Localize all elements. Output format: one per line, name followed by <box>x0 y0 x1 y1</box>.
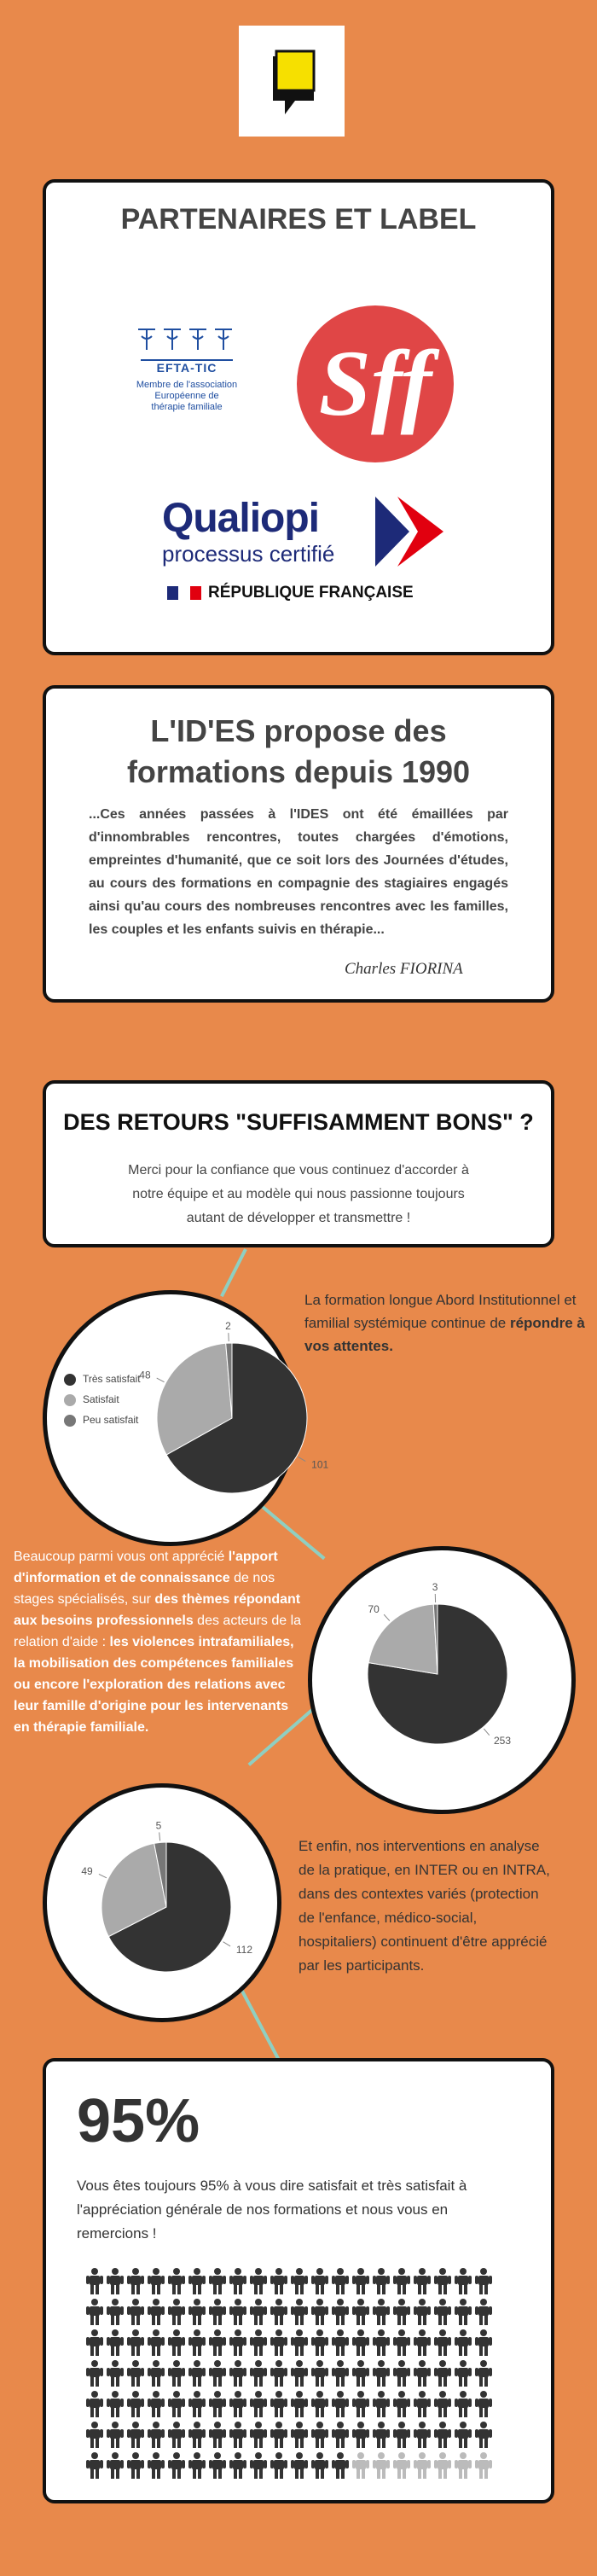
person-icon-filled <box>248 2358 269 2389</box>
republique-label: RÉPUBLIQUE FRANÇAISE <box>208 584 414 602</box>
pie-leader-line <box>99 1874 107 1877</box>
person-icon-filled <box>166 2420 187 2451</box>
formations-card <box>43 685 554 1003</box>
pie-leader-line <box>384 1614 390 1620</box>
pie-leader-line <box>157 1378 165 1382</box>
legend-item: Peu satisfait <box>64 1414 141 1427</box>
person-icon-filled <box>125 2420 146 2451</box>
person-icon-filled <box>351 2297 371 2328</box>
person-icon-filled <box>125 2297 146 2328</box>
person-icon-empty <box>473 2451 494 2481</box>
pie-chart-2 <box>312 1550 571 1810</box>
text-stages: Beaucoup parmi vous ont apprécié l'apport d'information et de connaissance de nos stages spécialisés, sur des thèmes répondant aux besoins professionnels des acteurs de la relation d'aide : les violences intrafamiliales, la mobilisation des compétences familiales ou encore l'exploration des relations avec leur famille d'origine pour les intervenants en thérapie familiale. <box>14 1550 302 1735</box>
person-icon-filled <box>105 2328 125 2358</box>
person-icon-filled <box>371 2420 391 2451</box>
formations-quote: ...Ces années passées à l'IDES ont été émaillées par d'innombrables rencontres, toutes chargées d'émotions, empreintes d'humanité, que ce soit lors des Journées d'études, au cours des formations en compagnie des stagiaires engagés ainsi qu'au cours des nombreuses rencontres avec les familles, les couples et les enfants suivis en thérapie... <box>89 807 508 937</box>
person-icon-filled <box>228 2297 248 2328</box>
pie-value-label: 49 <box>81 1864 93 1877</box>
person-icon-filled <box>248 2328 269 2358</box>
person-icon-filled <box>84 2297 105 2328</box>
efta-name: EFTA-TIC <box>141 359 233 375</box>
person-icon-filled <box>228 2451 248 2481</box>
person-icon-filled <box>391 2389 412 2420</box>
person-icon-filled <box>269 2420 289 2451</box>
person-icon-filled <box>166 2297 187 2328</box>
retours-card <box>43 1080 554 1247</box>
person-icon-filled <box>187 2297 207 2328</box>
person-icon-filled <box>146 2297 166 2328</box>
person-icon-filled <box>432 2328 453 2358</box>
partners-card <box>43 179 554 655</box>
person-icon-filled <box>351 2389 371 2420</box>
person-icon-filled <box>412 2389 432 2420</box>
chart-circle-1 <box>43 1290 329 1546</box>
person-icon-filled <box>269 2389 289 2420</box>
person-icon-filled <box>412 2266 432 2297</box>
person-icon-filled <box>269 2358 289 2389</box>
person-icon-filled <box>330 2266 351 2297</box>
person-icon-filled <box>371 2389 391 2420</box>
pie-chart-3 <box>47 1788 277 2018</box>
pie-value-label: 253 <box>493 1734 512 1747</box>
person-icon-filled <box>330 2328 351 2358</box>
person-icon-filled <box>248 2266 269 2297</box>
person-icon-filled <box>330 2358 351 2389</box>
person-icon-filled <box>391 2420 412 2451</box>
pie-chart-1 <box>47 1294 329 1542</box>
pie-value-label: 5 <box>155 1819 162 1832</box>
person-icon-filled <box>289 2451 310 2481</box>
summary-card <box>43 2058 554 2503</box>
person-icon-filled <box>310 2266 330 2297</box>
pie-leader-line <box>223 1942 231 1946</box>
person-icon-filled <box>330 2451 351 2481</box>
person-icon-filled <box>412 2328 432 2358</box>
person-icon-filled <box>248 2420 269 2451</box>
person-icon-filled <box>146 2420 166 2451</box>
chart-circle-2 <box>308 1546 576 1814</box>
person-icon-filled <box>432 2420 453 2451</box>
person-icon-filled <box>289 2420 310 2451</box>
pie-value-label: 3 <box>432 1581 438 1594</box>
person-icon-filled <box>84 2358 105 2389</box>
person-icon-filled <box>412 2358 432 2389</box>
person-icon-filled <box>269 2328 289 2358</box>
person-icon-filled <box>207 2328 228 2358</box>
person-icon-filled <box>187 2420 207 2451</box>
person-icon-filled <box>453 2266 473 2297</box>
sftf-logo-text: Sff <box>318 331 432 435</box>
person-icon-filled <box>432 2358 453 2389</box>
person-icon-filled <box>371 2297 391 2328</box>
summary-text: Vous êtes toujours 95% à vous dire satisfait et très satisfait à l'appréciation générale de nos formations et nous vous en remercions ! <box>77 2178 467 2242</box>
person-icon-filled <box>207 2451 228 2481</box>
person-icon-filled <box>248 2451 269 2481</box>
person-icon-filled <box>84 2389 105 2420</box>
person-icon-filled <box>310 2389 330 2420</box>
person-icon-filled <box>473 2420 494 2451</box>
person-icon-filled <box>187 2451 207 2481</box>
person-icon-filled <box>453 2358 473 2389</box>
pie-leader-line <box>298 1457 306 1462</box>
percent-figure: 95% <box>77 2087 200 2155</box>
person-icon-filled <box>310 2358 330 2389</box>
person-icon-filled <box>187 2389 207 2420</box>
efta-figures-icon <box>131 326 242 355</box>
person-icon-filled <box>391 2266 412 2297</box>
person-icon-filled <box>432 2297 453 2328</box>
person-icon-filled <box>310 2328 330 2358</box>
person-icon-filled <box>125 2451 146 2481</box>
person-icon-filled <box>105 2420 125 2451</box>
person-icon-filled <box>473 2328 494 2358</box>
person-icon-filled <box>105 2389 125 2420</box>
person-icon-filled <box>432 2266 453 2297</box>
person-icon-filled <box>351 2420 371 2451</box>
person-icon-filled <box>146 2266 166 2297</box>
text-analyse-pratique: Et enfin, nos interventions en analyse de la pratique, en INTER ou en INTRA, dans des contextes variés (protection de l'enfance, médico-social, hospitaliers) continuent d'être apprécié par les participants. <box>298 1838 550 1974</box>
person-icon-filled <box>248 2389 269 2420</box>
person-icon-filled <box>166 2328 187 2358</box>
person-icon-filled <box>228 2420 248 2451</box>
person-icon-filled <box>351 2358 371 2389</box>
person-icon-empty <box>453 2451 473 2481</box>
person-icon-filled <box>310 2297 330 2328</box>
person-icon-filled <box>146 2328 166 2358</box>
pie-leader-line <box>159 1832 160 1840</box>
person-icon-filled <box>207 2389 228 2420</box>
person-icon-filled <box>310 2451 330 2481</box>
pie-value-label: 48 <box>139 1369 151 1381</box>
person-icon-filled <box>187 2328 207 2358</box>
efta-caption: Membre de l'association Européenne de thérapie familiale <box>136 380 238 412</box>
pie-value-label: 2 <box>225 1320 231 1333</box>
person-icon-filled <box>453 2297 473 2328</box>
person-icon-filled <box>310 2420 330 2451</box>
person-icon-filled <box>289 2266 310 2297</box>
person-icon-filled <box>371 2358 391 2389</box>
person-icon-filled <box>187 2358 207 2389</box>
sftf-logo[interactable] <box>295 304 455 468</box>
person-icon-filled <box>228 2358 248 2389</box>
person-icon-filled <box>125 2389 146 2420</box>
qualiopi-arrow-icon <box>375 497 443 567</box>
person-icon-filled <box>146 2358 166 2389</box>
person-icon-filled <box>125 2358 146 2389</box>
person-icon-filled <box>146 2451 166 2481</box>
person-icon-filled <box>391 2328 412 2358</box>
person-icon-filled <box>207 2266 228 2297</box>
person-icon-empty <box>412 2451 432 2481</box>
person-icon-filled <box>105 2358 125 2389</box>
person-icon-filled <box>289 2358 310 2389</box>
french-flag-icon <box>167 586 201 600</box>
pie-value-label: 70 <box>368 1603 380 1616</box>
qualiopi-logo[interactable] <box>162 497 443 602</box>
person-icon-empty <box>371 2451 391 2481</box>
person-icon-filled <box>432 2389 453 2420</box>
person-icon-empty <box>432 2451 453 2481</box>
qualiopi-subtitle: processus certifié <box>162 541 335 567</box>
person-icon-filled <box>453 2389 473 2420</box>
efta-logo[interactable] <box>127 326 246 413</box>
person-icon-filled <box>371 2328 391 2358</box>
retours-text: Merci pour la confiance que vous continuez d'accorder à notre équipe et au modèle qui nous passionne toujours autant de développer et transmettre ! <box>128 1163 469 1225</box>
person-icon-filled <box>84 2266 105 2297</box>
pie-value-label: 112 <box>235 1944 253 1957</box>
person-icon-filled <box>207 2358 228 2389</box>
pie-leader-line <box>484 1729 489 1736</box>
person-icon-filled <box>412 2297 432 2328</box>
person-icon-filled <box>166 2266 187 2297</box>
person-icon-filled <box>330 2420 351 2451</box>
person-icon-filled <box>289 2389 310 2420</box>
person-icon-filled <box>330 2389 351 2420</box>
person-icon-filled <box>473 2297 494 2328</box>
qualiopi-name: Qualiopi <box>162 496 319 541</box>
person-icon-filled <box>84 2328 105 2358</box>
person-icon-filled <box>146 2389 166 2420</box>
person-icon-filled <box>391 2358 412 2389</box>
person-icon-filled <box>207 2420 228 2451</box>
text-formation-longue: La formation longue Abord Institutionnel et familial systémique continue de répondre à vos attentes. <box>304 1292 585 1354</box>
person-icon-filled <box>330 2297 351 2328</box>
person-icon-filled <box>473 2358 494 2389</box>
person-icon-filled <box>125 2266 146 2297</box>
person-icon-filled <box>391 2297 412 2328</box>
connector-line <box>220 1248 247 1297</box>
signature: Charles FIORINA <box>345 960 463 978</box>
chart-circle-3 <box>43 1783 281 2022</box>
person-icon-filled <box>125 2328 146 2358</box>
legend-item: Très satisfait <box>64 1373 141 1386</box>
person-icon-filled <box>412 2420 432 2451</box>
retours-title: DES RETOURS "SUFFISAMMENT BONS" ? <box>63 1109 534 1135</box>
person-icon-filled <box>453 2420 473 2451</box>
ides-logo-icon <box>239 26 345 137</box>
person-icon-filled <box>269 2297 289 2328</box>
legend-item: Satisfait <box>64 1393 141 1406</box>
person-icon-filled <box>269 2451 289 2481</box>
people-grid <box>84 2266 494 2481</box>
person-icon-filled <box>453 2328 473 2358</box>
person-icon-filled <box>351 2266 371 2297</box>
person-icon-filled <box>166 2451 187 2481</box>
person-icon-filled <box>289 2297 310 2328</box>
person-icon-filled <box>473 2266 494 2297</box>
partners-title: PARTENAIRES ET LABEL <box>120 203 477 236</box>
person-icon-filled <box>166 2389 187 2420</box>
person-icon-filled <box>105 2297 125 2328</box>
person-icon-filled <box>84 2451 105 2481</box>
person-icon-filled <box>269 2266 289 2297</box>
person-icon-empty <box>351 2451 371 2481</box>
person-icon-filled <box>228 2266 248 2297</box>
pie-value-label: 101 <box>311 1458 329 1471</box>
person-icon-filled <box>166 2358 187 2389</box>
person-icon-filled <box>105 2451 125 2481</box>
person-icon-filled <box>289 2328 310 2358</box>
person-icon-filled <box>473 2389 494 2420</box>
person-icon-filled <box>84 2420 105 2451</box>
person-icon-empty <box>391 2451 412 2481</box>
logo-container <box>239 26 345 137</box>
person-icon-filled <box>105 2266 125 2297</box>
person-icon-filled <box>228 2328 248 2358</box>
person-icon-filled <box>228 2389 248 2420</box>
formations-title: L'ID'ES propose des formations depuis 1990 <box>126 713 471 789</box>
person-icon-filled <box>351 2328 371 2358</box>
person-icon-filled <box>371 2266 391 2297</box>
person-icon-filled <box>207 2297 228 2328</box>
person-icon-filled <box>187 2266 207 2297</box>
person-icon-filled <box>248 2297 269 2328</box>
